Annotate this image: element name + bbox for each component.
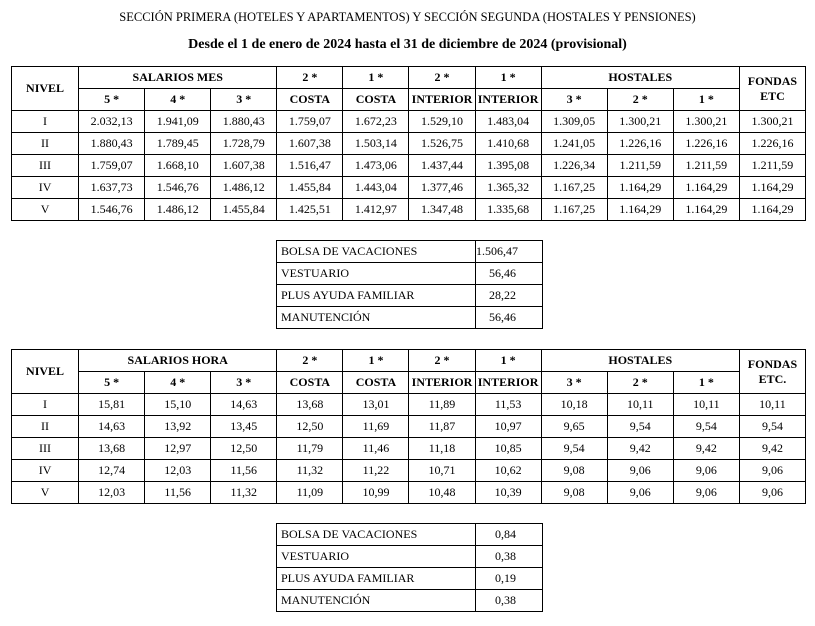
subcategory-header: INTERIOR: [475, 89, 541, 111]
salary-cell: 1.668,10: [145, 155, 211, 177]
extra-row: [277, 568, 543, 590]
subcategory-header: COSTA: [343, 372, 409, 394]
salary-cell: 13,68: [79, 438, 145, 460]
salary-cell: 1.728,79: [211, 133, 277, 155]
subcategory-header: INTERIOR: [475, 372, 541, 394]
header-row: [12, 350, 806, 372]
salary-cell: 9,06: [673, 460, 739, 482]
subcategory-header: 1 *: [673, 89, 739, 111]
salary-cell: 9,54: [541, 438, 607, 460]
complementos-hora-table: [276, 523, 543, 612]
extra-row: [277, 546, 543, 568]
subcategory-header: 3 *: [541, 89, 607, 111]
concept-label: PLUS AYUDA FAMILIAR: [277, 285, 476, 307]
subcategory-header: INTERIOR: [409, 89, 475, 111]
salary-cell: 11,89: [409, 394, 475, 416]
concept-label: VESTUARIO: [277, 546, 476, 568]
category-header: 1 *: [475, 67, 541, 89]
extra-row: [277, 524, 543, 546]
salary-cell: 10,18: [541, 394, 607, 416]
salary-cell: 12,97: [145, 438, 211, 460]
salary-cell: 13,92: [145, 416, 211, 438]
salary-cell: 11,18: [409, 438, 475, 460]
salary-cell: 1.455,84: [277, 177, 343, 199]
salary-cell: 10,39: [475, 482, 541, 504]
salary-cell: 11,56: [145, 482, 211, 504]
salary-cell: 1.410,68: [475, 133, 541, 155]
salary-cell: 1.395,08: [475, 155, 541, 177]
salary-cell: 1.880,43: [79, 133, 145, 155]
concept-label: VESTUARIO: [277, 263, 476, 285]
salary-cell: 1.759,07: [79, 155, 145, 177]
salary-cell: 1.300,21: [739, 111, 805, 133]
salary-cell: 1.347,48: [409, 199, 475, 221]
salary-cell: 1.211,59: [739, 155, 805, 177]
concept-label: BOLSA DE VACACIONES: [277, 241, 476, 263]
fondas-header: FONDAS ETC.: [739, 350, 805, 394]
salary-cell: 1.164,29: [673, 177, 739, 199]
salary-cell: 1.377,46: [409, 177, 475, 199]
subcategory-header: 5 *: [79, 372, 145, 394]
concept-value: 0,19: [476, 568, 543, 590]
salarios-hora-table: [11, 349, 806, 504]
salary-cell: 1.880,43: [211, 111, 277, 133]
nivel-cell: IV: [12, 460, 79, 482]
salary-cell: 15,10: [145, 394, 211, 416]
salary-cell: 1.503,14: [343, 133, 409, 155]
salary-cell: 1.941,09: [145, 111, 211, 133]
salary-cell: 1.167,25: [541, 199, 607, 221]
salary-cell: 9,06: [673, 482, 739, 504]
category-header: 1 *: [343, 67, 409, 89]
nivel-cell: III: [12, 155, 79, 177]
nivel-header: NIVEL: [12, 350, 79, 394]
salary-cell: 11,87: [409, 416, 475, 438]
salary-cell: 1.164,29: [607, 177, 673, 199]
nivel-cell: II: [12, 133, 79, 155]
nivel-cell: IV: [12, 177, 79, 199]
salary-cell: 1.211,59: [607, 155, 673, 177]
table-row: [12, 111, 806, 133]
salary-cell: 1.607,38: [211, 155, 277, 177]
salary-cell: 11,09: [277, 482, 343, 504]
hostales-header: HOSTALES: [541, 350, 739, 372]
salary-cell: 1.167,25: [541, 177, 607, 199]
category-header: 2 *: [277, 350, 343, 372]
salary-cell: 12,03: [145, 460, 211, 482]
salary-cell: 11,79: [277, 438, 343, 460]
table-row: [12, 416, 806, 438]
salary-cell: 15,81: [79, 394, 145, 416]
salarios-mes-table: [11, 66, 806, 221]
table-row: [12, 394, 806, 416]
salary-cell: 11,32: [277, 460, 343, 482]
concept-label: MANUTENCIÓN: [277, 590, 476, 612]
category-header: 1 *: [475, 350, 541, 372]
document-title: SECCIÓN PRIMERA (HOTELES Y APARTAMENTOS) Y SECCIÓN SEGUNDA (HOSTALES Y PENSIONES): [119, 10, 696, 24]
table-row: [12, 155, 806, 177]
concept-value: 0,84: [476, 524, 543, 546]
salary-cell: 9,42: [607, 438, 673, 460]
salary-cell: 1.637,73: [79, 177, 145, 199]
salary-cell: 1.672,23: [343, 111, 409, 133]
salary-cell: 9,65: [541, 416, 607, 438]
salary-cell: 1.226,16: [607, 133, 673, 155]
subcategory-header: COSTA: [277, 372, 343, 394]
salary-cell: 1.483,04: [475, 111, 541, 133]
group-header: SALARIOS MES: [79, 67, 277, 89]
salary-cell: 10,85: [475, 438, 541, 460]
salary-cell: 9,06: [739, 460, 805, 482]
salary-cell: 9,08: [541, 460, 607, 482]
concept-value: 56,46: [476, 263, 543, 285]
subheader-row: [12, 89, 806, 111]
salary-cell: 1.164,29: [673, 199, 739, 221]
category-header: 2 *: [409, 350, 475, 372]
salary-cell: 1.486,12: [145, 199, 211, 221]
salary-cell: 9,06: [607, 460, 673, 482]
subheader-row: [12, 372, 806, 394]
salary-cell: 1.211,59: [673, 155, 739, 177]
table-row: [12, 199, 806, 221]
salary-cell: 12,74: [79, 460, 145, 482]
salary-cell: 14,63: [79, 416, 145, 438]
nivel-cell: V: [12, 482, 79, 504]
salary-cell: 13,45: [211, 416, 277, 438]
salary-cell: 9,54: [607, 416, 673, 438]
nivel-cell: III: [12, 438, 79, 460]
salary-cell: 1.455,84: [211, 199, 277, 221]
salary-cell: 11,53: [475, 394, 541, 416]
subcategory-header: COSTA: [277, 89, 343, 111]
hostales-header: HOSTALES: [541, 67, 739, 89]
salary-cell: 1.164,29: [739, 199, 805, 221]
salary-cell: 1.473,06: [343, 155, 409, 177]
subcategory-header: 2 *: [607, 372, 673, 394]
salary-cell: 1.526,75: [409, 133, 475, 155]
category-header: 2 *: [277, 67, 343, 89]
table-row: [12, 460, 806, 482]
concept-value: 1.506,47: [476, 241, 543, 263]
complementos-mes-table: [276, 240, 543, 329]
salary-cell: 1.164,29: [739, 177, 805, 199]
salary-cell: 10,97: [475, 416, 541, 438]
salary-cell: 10,48: [409, 482, 475, 504]
salary-cell: 1.759,07: [277, 111, 343, 133]
salary-cell: 1.546,76: [145, 177, 211, 199]
salary-cell: 1.486,12: [211, 177, 277, 199]
concept-label: PLUS AYUDA FAMILIAR: [277, 568, 476, 590]
salary-cell: 9,06: [607, 482, 673, 504]
extra-row: [277, 285, 543, 307]
header-row: [12, 67, 806, 89]
salary-cell: 1.300,21: [673, 111, 739, 133]
subcategory-header: 5 *: [79, 89, 145, 111]
salary-cell: 13,68: [277, 394, 343, 416]
salary-cell: 1.226,16: [739, 133, 805, 155]
salary-cell: 1.546,76: [79, 199, 145, 221]
salary-cell: 10,71: [409, 460, 475, 482]
extra-row: [277, 241, 543, 263]
subcategory-header: 4 *: [145, 89, 211, 111]
extra-row: [277, 307, 543, 329]
concept-value: 28,22: [476, 285, 543, 307]
salary-cell: 11,56: [211, 460, 277, 482]
concept-label: MANUTENCIÓN: [277, 307, 476, 329]
nivel-cell: I: [12, 394, 79, 416]
salary-cell: 12,50: [211, 438, 277, 460]
subcategory-header: 4 *: [145, 372, 211, 394]
salary-cell: 1.789,45: [145, 133, 211, 155]
salary-cell: 1.226,34: [541, 155, 607, 177]
group-header: SALARIOS HORA: [79, 350, 277, 372]
concept-value: 0,38: [476, 590, 543, 612]
salary-cell: 9,06: [739, 482, 805, 504]
subcategory-header: COSTA: [343, 89, 409, 111]
salary-cell: 1.412,97: [343, 199, 409, 221]
subcategory-header: INTERIOR: [409, 372, 475, 394]
salary-cell: 11,22: [343, 460, 409, 482]
salary-cell: 10,99: [343, 482, 409, 504]
salary-cell: 9,54: [673, 416, 739, 438]
subcategory-header: 3 *: [211, 89, 277, 111]
extra-row: [277, 590, 543, 612]
table-row: [12, 438, 806, 460]
concept-value: 0,38: [476, 546, 543, 568]
subcategory-header: 2 *: [607, 89, 673, 111]
salary-cell: 1.425,51: [277, 199, 343, 221]
subcategory-header: 1 *: [673, 372, 739, 394]
salary-cell: 1.241,05: [541, 133, 607, 155]
salary-cell: 1.516,47: [277, 155, 343, 177]
salary-cell: 10,62: [475, 460, 541, 482]
salary-cell: 11,69: [343, 416, 409, 438]
salary-cell: 1.335,68: [475, 199, 541, 221]
salary-cell: 1.607,38: [277, 133, 343, 155]
salary-cell: 10,11: [739, 394, 805, 416]
subcategory-header: 3 *: [541, 372, 607, 394]
salary-cell: 9,42: [673, 438, 739, 460]
salary-cell: 1.443,04: [343, 177, 409, 199]
salary-cell: 1.226,16: [673, 133, 739, 155]
salary-cell: 11,32: [211, 482, 277, 504]
salary-cell: 9,42: [739, 438, 805, 460]
salary-cell: 12,50: [277, 416, 343, 438]
salary-cell: 1.529,10: [409, 111, 475, 133]
salary-cell: 1.365,32: [475, 177, 541, 199]
nivel-cell: V: [12, 199, 79, 221]
concept-value: 56,46: [476, 307, 543, 329]
salary-cell: 1.300,21: [607, 111, 673, 133]
subcategory-header: 3 *: [211, 372, 277, 394]
document-subtitle: Desde el 1 de enero de 2024 hasta el 31 de diciembre de 2024 (provisional): [188, 37, 627, 52]
extra-row: [277, 263, 543, 285]
salary-cell: 9,08: [541, 482, 607, 504]
salary-cell: 11,46: [343, 438, 409, 460]
salary-cell: 13,01: [343, 394, 409, 416]
table-row: [12, 482, 806, 504]
concept-label: BOLSA DE VACACIONES: [277, 524, 476, 546]
table-row: [12, 133, 806, 155]
fondas-header: FONDAS ETC: [739, 67, 805, 111]
salary-cell: 12,03: [79, 482, 145, 504]
table-row: [12, 177, 806, 199]
salary-cell: 1.437,44: [409, 155, 475, 177]
salary-cell: 10,11: [607, 394, 673, 416]
nivel-cell: I: [12, 111, 79, 133]
category-header: 1 *: [343, 350, 409, 372]
salary-cell: 9,54: [739, 416, 805, 438]
nivel-header: NIVEL: [12, 67, 79, 111]
category-header: 2 *: [409, 67, 475, 89]
salary-cell: 10,11: [673, 394, 739, 416]
salary-cell: 1.164,29: [607, 199, 673, 221]
salary-cell: 1.309,05: [541, 111, 607, 133]
salary-cell: 14,63: [211, 394, 277, 416]
nivel-cell: II: [12, 416, 79, 438]
salary-cell: 2.032,13: [79, 111, 145, 133]
